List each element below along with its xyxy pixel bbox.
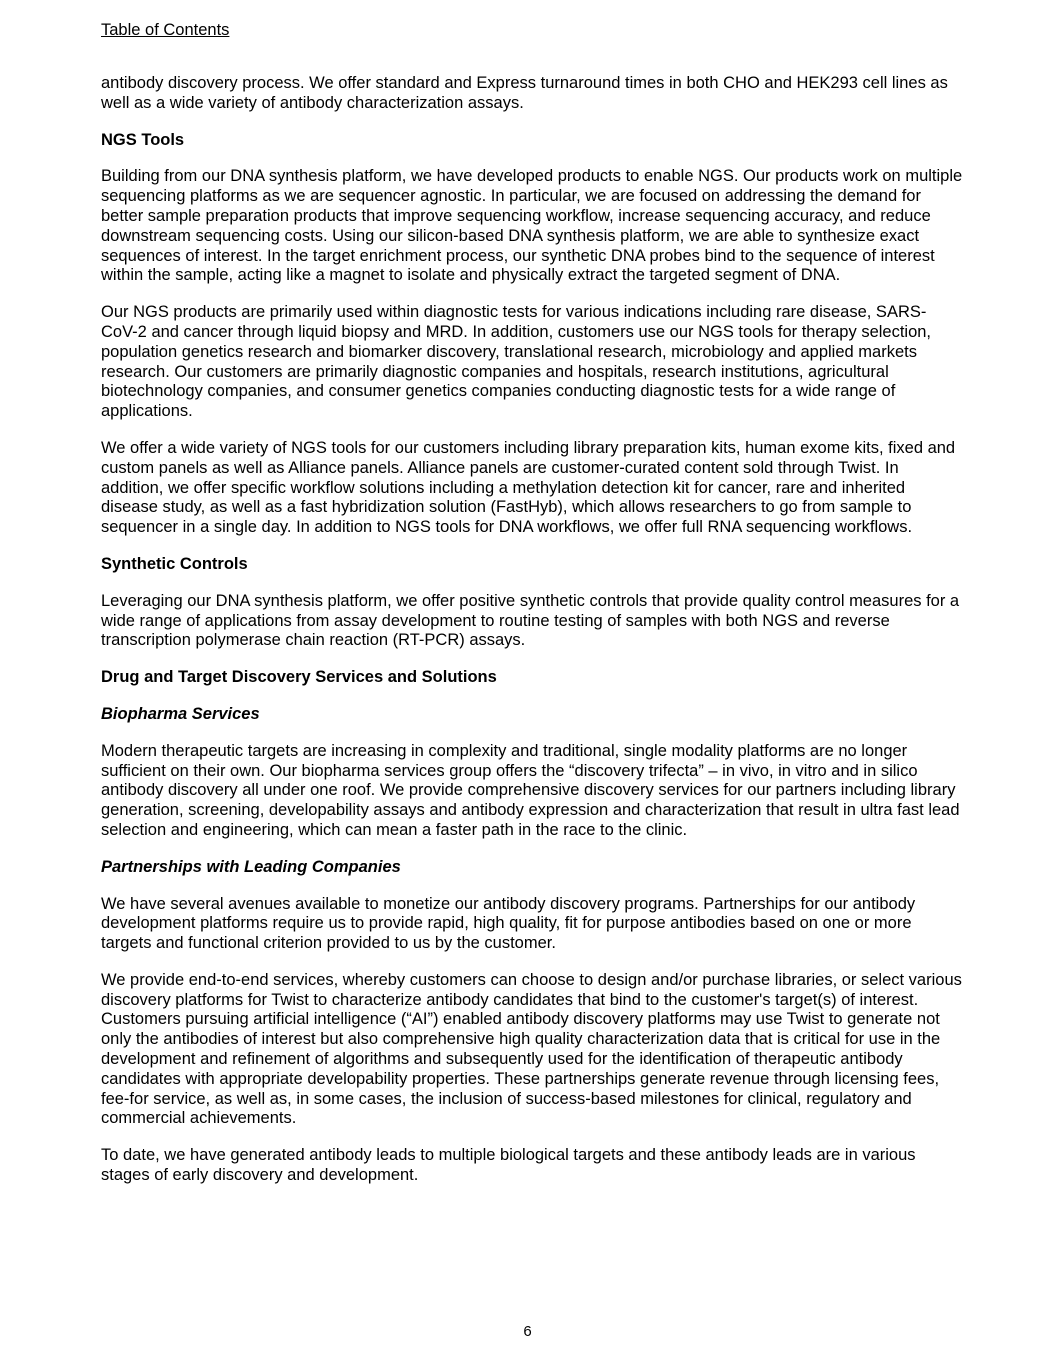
paragraph-partnerships-1: We have several avenues available to monetize our antibody discovery programs. Partnerships for our antibody development platforms require us to provide rapid, high quality, fit for purpose antibodies based on one or more targets and functional criterion provided to us by the customer. (101, 894, 916, 953)
heading-synthetic-controls: Synthetic Controls (101, 554, 248, 573)
subheading-partnerships: Partnerships with Leading Companies (101, 857, 401, 876)
paragraph-partnerships-2: We provide end-to-end services, whereby customers can choose to design and/or purchase libraries, or select various discovery platforms for Twist to characterize antibody candidates that bind to the customer's target(s) of interest. Customers pursuing artificial intelligence (“AI”) enabled antibody discovery platforms may use Twist to generate not only the antibodies of interest but also comprehensive high quality characterization data that is critical for use in the development and refinement of algorithms and subsequently used for the identification of therapeutic antibody candidates with appropriate developability properties. These partnerships generate revenue through licensing fees, fee-for service, as well as, in some cases, the inclusion of success-based milestones for clinical, regulatory and commercial achievements. (101, 970, 962, 1128)
heading-drug-target-discovery: Drug and Target Discovery Services and Solutions (101, 668, 497, 687)
paragraph-ngs-2: Our NGS products are primarily used within diagnostic tests for various indications including rare disease, SARS-CoV-2 and cancer through liquid biopsy and MRD. In addition, customers use our NGS tools for therapy selection, population genetics research and biomarker discovery, translational research, microbiology and applied markets research. Our customers are primarily diagnostic companies and hospitals, research institutions, agricultural biotechnology companies, and consumer genetics companies conducting diagnostic tests for a wide range of applications. (101, 303, 932, 421)
document-body (101, 74, 963, 1203)
paragraph-intro: antibody discovery process. We offer standard and Express turnaround times in both CHO and HEK293 cell lines as well as a wide variety of antibody characterization assays. (101, 74, 948, 112)
page-number: 6 (523, 1323, 532, 1340)
table-of-contents-link[interactable]: Table of Contents (101, 21, 230, 39)
paragraph-biopharma: Modern therapeutic targets are increasing in complexity and traditional, single modality platforms are no longer sufficient on their own. Our biopharma services group offers the “discovery trifecta” – in vivo, in vitro and in silico antibody discovery all under one roof. We provide comprehensive discovery services for our partners including library generation, screening, developability assays and antibody expression and characterization that result in ultra fast lead selection and engineering, which can mean a faster path in the race to the clinic. (101, 741, 960, 839)
paragraph-ngs-3: We offer a wide variety of NGS tools for our customers including library preparation kits, human exome kits, fixed and custom panels as well as Alliance panels. Alliance panels are customer-curated content sold through Twist. In addition, we offer specific workflow solutions including a methylation detection kit for cancer, rare and inherited disease study, as well as a fast hybridization solution (FastHyb), which allows researchers to go from sample to sequencer in a single day. In addition to NGS tools for DNA workflows, we offer full RNA sequencing workflows. (101, 438, 956, 537)
paragraph-partnerships-3: To date, we have generated antibody leads to multiple biological targets and these antibody leads are in various stages of early discovery and development. (101, 1146, 916, 1185)
heading-ngs-tools: NGS Tools (101, 130, 185, 149)
paragraph-synthetic-controls: Leveraging our DNA synthesis platform, we offer positive synthetic controls that provide quality control measures for a wide range of applications from assay development to routine testing of samples with both NGS and reverse transcription polymerase chain reaction (RT-PCR) assays. (101, 591, 960, 650)
paragraph-ngs-1: Building from our DNA synthesis platform, we have developed products to enable NGS. Our products work on multiple sequencing platforms as we are sequencer agnostic. In particular, we are focused on addressing the demand for better sample preparation products that improve sequencing workflow, increase sequencing accuracy, and reduce downstream sequencing costs. Using our silicon-based DNA synthesis platform, we are able to synthesize exact sequences of interest. In the target enrichment process, our synthetic DNA probes bind to the sequence of interest within the sample, acting like a magnet to isolate and physically extract the targeted segment of DNA. (101, 167, 963, 285)
subheading-biopharma-services: Biopharma Services (101, 704, 260, 723)
